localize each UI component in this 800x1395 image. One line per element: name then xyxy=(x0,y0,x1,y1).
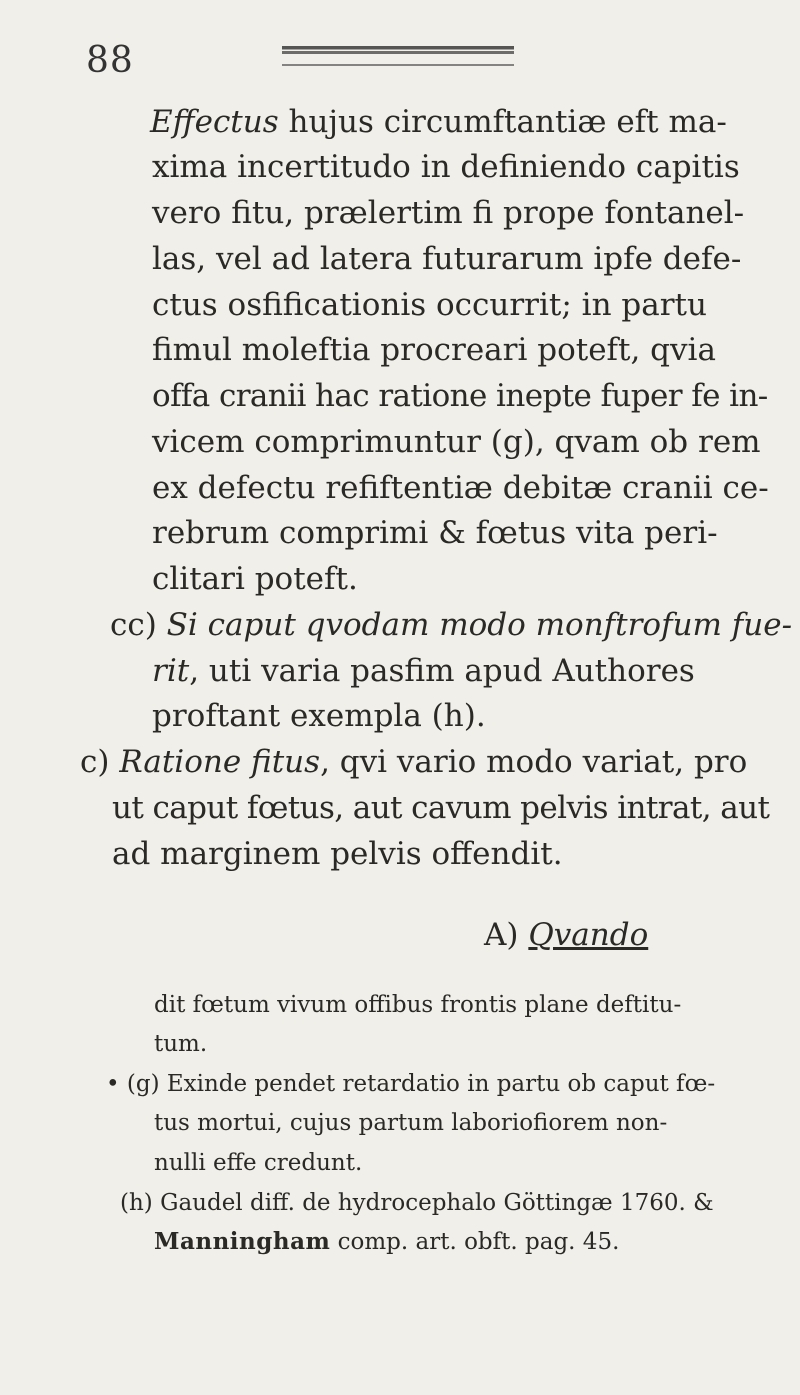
footnote-line: • (g) Exinde pendet retardatio in partu ob caput fœ- xyxy=(106,1071,716,1097)
text-line: ctus osfificationis occurrit; in partu xyxy=(152,287,707,323)
footnote-line: (h) Gaudel diff. de hydrocephalo Göttingæ 1760. & xyxy=(120,1190,714,1216)
page-number: 88 xyxy=(86,40,134,81)
text-line: cc) Si caput qvodam modo monftrofum fue- xyxy=(110,607,793,643)
text-line: offa cranii hac ratione inepte fuper fe in- xyxy=(152,378,768,414)
book-page: 88 Effectus hujus circumftantiæ eft ma- xima incertitudo in definiendo capitis vero fitu, prælertim fi prope fontanel- las, vel ad latera futurarum ipfe defe- ctus osfificationis occurrit; in partu fimul moleftia procreari poteft, qvia offa cranii hac ratione inepte fuper fe in- vicem comprimuntur (g), qvam ob rem ex defectu refiftentiæ debitæ cranii ce- rebrum comprimi & fœtus vita peri- clitari poteft. cc) Si caput qvodam modo monftrofum fue- rit, uti varia pasfim apud Authores proftant exempla (h). c) Ratione fitus, qvi vario modo variat, pro ut caput fœtus, aut cavum pelvis intrat, aut ad marginem pelvis offendit. A) Qvando dit fœtum vivum offibus frontis plane deftitu- tum. • (g) Exinde pendet retardatio in partu ob caput fœ- tus mortui, cujus partum laboriofiorem non- nulli effe credunt. (h) Gaudel diff. de hydrocephalo Göttingæ 1760. & Manningham comp. art. obft. pag. 45. xyxy=(0,0,800,1395)
text-line: vero fitu, prælertim fi prope fontanel- xyxy=(152,195,745,231)
text-line: ex defectu refiftentiæ debitæ cranii ce- xyxy=(152,470,769,506)
footnote-line: Manningham comp. art. obft. pag. 45. xyxy=(154,1228,620,1255)
header-rule xyxy=(282,46,514,54)
footnote-line: nulli effe credunt. xyxy=(154,1150,363,1176)
text-line: rebrum comprimi & fœtus vita peri- xyxy=(152,515,718,551)
text-line: ut caput fœtus, aut cavum pelvis intrat, aut xyxy=(112,790,770,826)
text-line: ad marginem pelvis offendit. xyxy=(112,836,563,872)
text-line: clitari poteft. xyxy=(152,561,358,597)
text-line: las, vel ad latera futurarum ipfe defe- xyxy=(152,241,742,277)
text-line: proftant exempla (h). xyxy=(152,698,486,734)
text-line: fimul moleftia procreari poteft, qvia xyxy=(152,332,716,368)
text-line: c) Ratione fitus, qvi vario modo variat, pro xyxy=(80,744,748,780)
footnote-line: tus mortui, cujus partum laboriofiorem non- xyxy=(154,1110,668,1136)
footnote-line: dit fœtum vivum offibus frontis plane deftitu- xyxy=(154,992,682,1018)
header-rule-thin xyxy=(282,64,514,66)
text-line: vicem comprimuntur (g), qvam ob rem xyxy=(152,424,761,460)
footnote-line: tum. xyxy=(154,1031,208,1057)
text-line: rit, uti varia pasfim apud Authores xyxy=(152,653,695,689)
text-line: xima incertitudo in definiendo capitis xyxy=(152,149,740,185)
text-line: Effectus hujus circumftantiæ eft ma- xyxy=(150,104,727,140)
